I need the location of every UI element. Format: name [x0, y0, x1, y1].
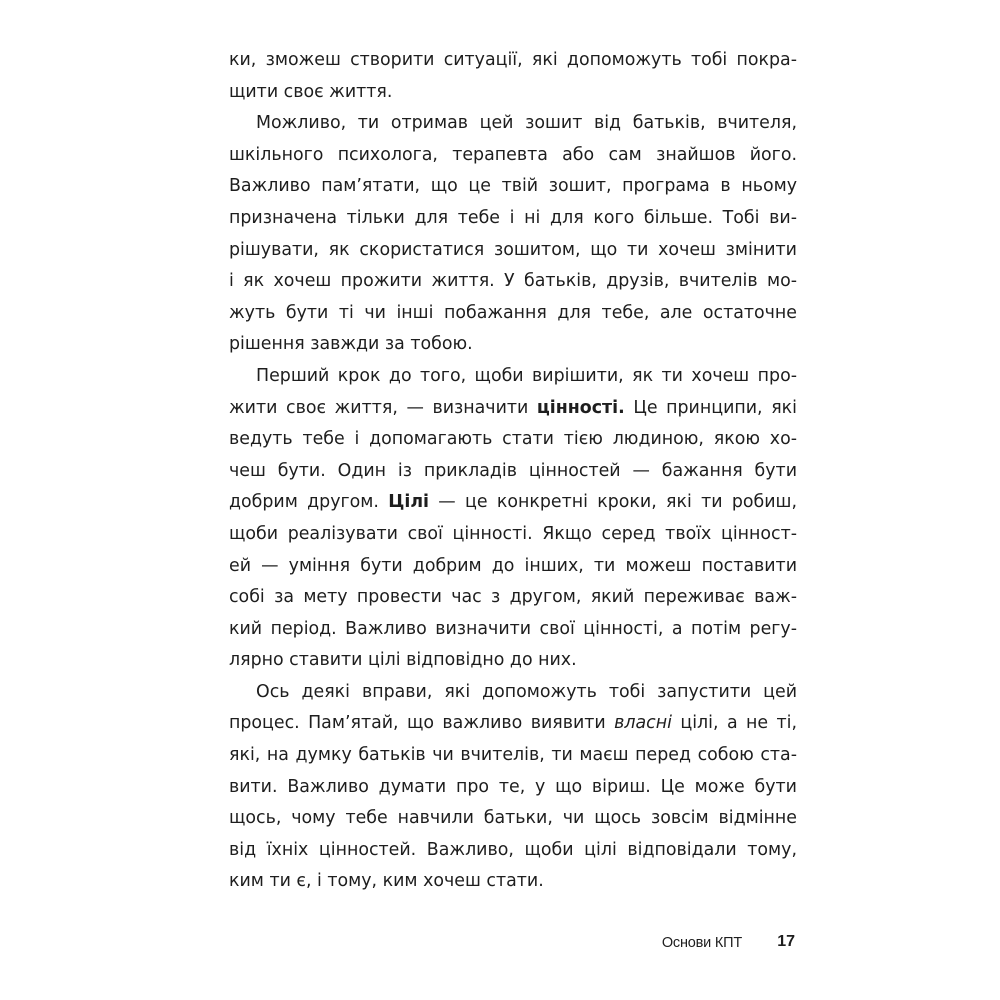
text-segment: добрим другом.: [229, 492, 389, 513]
text-segment: Це принципи, які: [624, 397, 797, 418]
text-line: [229, 866, 797, 898]
bold-term: цінності.: [536, 397, 625, 418]
page-number: 17: [777, 933, 795, 950]
text-segment: ведуть тебе і допомагають стати тією людиною, якою хо-: [229, 429, 797, 450]
text-line: [229, 487, 797, 519]
text-line: [229, 772, 797, 804]
text-line: [229, 266, 797, 298]
text-segment: ки, зможеш створити ситуації, які допоможуть тобі покра-: [229, 50, 797, 70]
text-line: [229, 298, 797, 330]
text-segment: — це конкретні кроки, які ти робиш,: [429, 492, 797, 513]
text-segment: жити своє життя, — визначити: [229, 397, 537, 418]
text-segment: ей — уміння бути добрим до інших, ти можеш поставити: [229, 555, 797, 576]
running-title: Основи КПТ: [661, 935, 742, 951]
body-text: [229, 45, 797, 898]
text-line: [229, 740, 797, 772]
bold-term: Цілі: [388, 492, 430, 513]
text-segment: кий період. Важливо визначити свої цінності, а потім регу-: [229, 618, 797, 639]
text-line: [229, 519, 797, 551]
text-segment: чеш бути. Один із прикладів цінностей — бажання бути: [229, 460, 797, 481]
text-segment: і як хочеш прожити життя. У батьків, друзів, вчителів мо-: [229, 271, 797, 292]
text-segment: шкільного психолога, терапевта або сам знайшов його.: [229, 144, 797, 165]
text-segment: вити. Важливо думати про те, у що віриш. Це може бути: [229, 776, 797, 797]
text-line: [229, 361, 797, 393]
text-segment: собі за мету провести час з другом, який переживає важ-: [229, 587, 797, 608]
text-line: [229, 108, 797, 140]
text-line: [229, 582, 797, 614]
italic-emphasis: власні: [614, 713, 672, 734]
text-line: [229, 835, 797, 867]
text-line: [229, 551, 797, 583]
text-segment: призначена тільки для тебе і ні для кого більше. Тобі ви-: [229, 207, 797, 228]
text-segment: цілі, а не ті,: [671, 713, 798, 734]
page-footer: [630, 931, 800, 955]
text-line: [229, 424, 797, 456]
text-segment: лярно ставити цілі відповідно до них.: [229, 650, 577, 671]
text-segment: Перший крок до того, щоби вирішити, як ти хочеш про-: [256, 365, 797, 386]
text-segment: процес. Пам’ятай, що важливо виявити: [229, 713, 615, 734]
text-segment: жуть бути ті чи інші побажання для тебе, але остаточне: [229, 302, 797, 323]
text-segment: рішувати, як скористатися зошитом, що ти хочеш змінити: [229, 239, 797, 260]
text-segment: ким ти є, і тому, ким хочеш стати.: [229, 871, 544, 892]
text-line: [229, 393, 797, 425]
text-line: [229, 140, 797, 172]
text-line: [229, 456, 797, 488]
text-segment: щоби реалізувати свої цінності. Якщо серед твоїх цінност-: [229, 523, 797, 544]
text-line: [229, 203, 797, 235]
text-line: [229, 235, 797, 267]
text-segment: від їхніх цінностей. Важливо, щоби цілі відповідали тому,: [229, 839, 797, 860]
text-line: [229, 803, 797, 835]
text-segment: щось, чому тебе навчили батьки, чи щось зовсім відмінне: [229, 808, 797, 829]
text-line: [229, 45, 797, 77]
text-line: [229, 677, 797, 709]
text-line: [229, 171, 797, 203]
text-segment: рішення завжди за тобою.: [229, 334, 473, 355]
text-segment: які, на думку батьків чи вчителів, ти маєш перед собою ста-: [229, 745, 797, 766]
text-segment: щити своє життя.: [229, 81, 393, 102]
text-segment: Важливо пам’ятати, що це твій зошит, програма в ньому: [229, 176, 797, 197]
text-line: [229, 614, 797, 646]
text-segment: Ось деякі вправи, які допоможуть тобі запустити цей: [256, 681, 797, 702]
text-line: [229, 77, 797, 109]
text-line: [229, 708, 797, 740]
text-line: [229, 329, 797, 361]
text-line: [229, 645, 797, 677]
text-segment: Можливо, ти отримав цей зошит від батьків, вчителя,: [256, 113, 797, 134]
